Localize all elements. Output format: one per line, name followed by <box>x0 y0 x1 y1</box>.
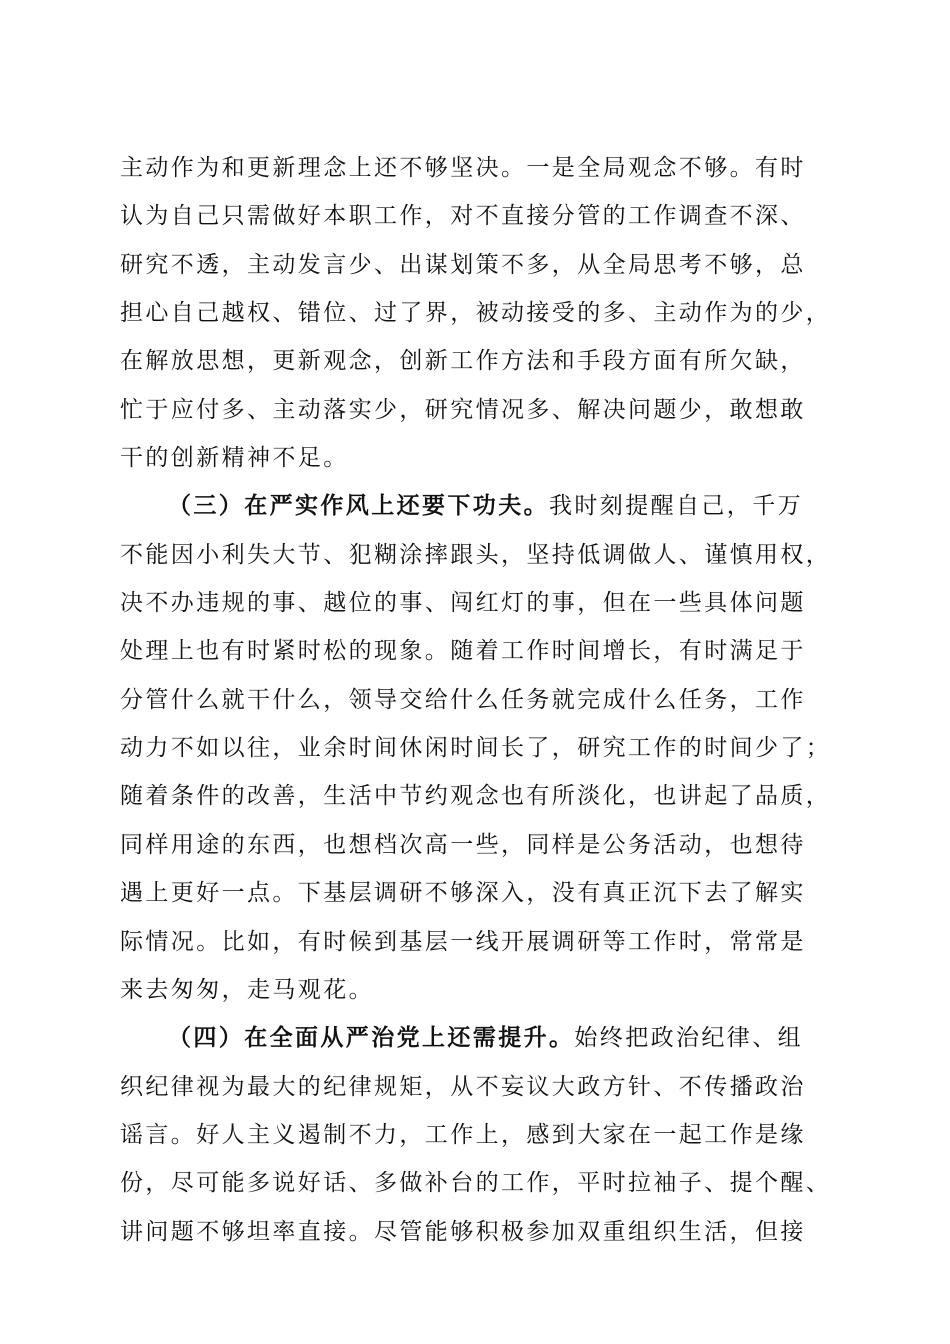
text-line: 同样用途的东西，也想档次高一些，同样是公务活动，也想待 <box>120 831 806 858</box>
text-line: 随着条件的改善，生活中节约观念也有所淡化，也讲起了品质， <box>120 783 832 810</box>
text-line: 讲问题不够坦率直接。尽管能够积极参加双重组织生活，但接 <box>120 1218 806 1245</box>
text-line: 担心自己越权、错位、过了界，被动接受的多、主动作为的少， <box>120 300 832 327</box>
section-3-text: 我时刻提醒自己，千万 <box>549 493 803 520</box>
text-line: 际情况。比如，有时候到基层一线开展调研等工作时，常常是 <box>120 928 806 955</box>
text-line: 认为自己只需做好本职工作，对不直接分管的工作调查不深、 <box>120 203 806 230</box>
text-line: 在解放思想，更新观念，创新工作方法和手段方面有所欠缺， <box>120 348 806 375</box>
section-4-first-line <box>120 1014 830 1062</box>
text-line: 谣言。好人主义遏制不力，工作上，感到大家在一起工作是缘 <box>120 1121 806 1148</box>
section-4-heading: （四）在全面从严治党上还需提升。 <box>168 1025 575 1052</box>
text-line: 主动作为和更新理念上还不够坚决。一是全局观念不够。有时 <box>120 155 806 181</box>
text-line: 研究不透，主动发言少、出谋划策不多，从全局思考不够，总 <box>120 251 806 278</box>
text-line: 处理上也有时紧时松的现象。随着工作时间增长，有时满足于 <box>120 638 806 665</box>
text-line: 干的创新精神不足。 <box>120 445 349 472</box>
text-line: 分管什么就干什么，领导交给什么任务就完成什么任务，工作 <box>120 686 806 713</box>
text-line: 忙于应付多、主动落实少，研究情况多、解决问题少，敢想敢 <box>120 396 806 423</box>
section-3-heading: （三）在严实作风上还要下功夫。 <box>168 493 549 520</box>
text-line: 遇上更好一点。下基层调研不够深入，没有真正沉下去了解实 <box>120 880 806 907</box>
text-line: 决不办违规的事、越位的事、闯红灯的事，但在一些具体问题 <box>120 590 806 617</box>
section-4-text: 始终把政治纪律、组 <box>574 1025 804 1052</box>
document-body <box>120 144 830 1256</box>
text-line: 不能因小利失大节、犯糊涂摔跟头，坚持低调做人、谨慎用权， <box>120 541 832 568</box>
text-line: 份，尽可能多说好话、多做补台的工作，平时拉袖子、提个醒、 <box>120 1170 832 1197</box>
section-3-first-line <box>120 482 830 530</box>
text-line: 动力不如以往，业余时间休闲时间长了，研究工作的时间少了； <box>120 735 832 762</box>
text-line: 来去匆匆，走马观花。 <box>120 976 374 1003</box>
text-line: 织纪律视为最大的纪律规矩，从不妄议大政方针、不传播政治 <box>120 1073 806 1100</box>
